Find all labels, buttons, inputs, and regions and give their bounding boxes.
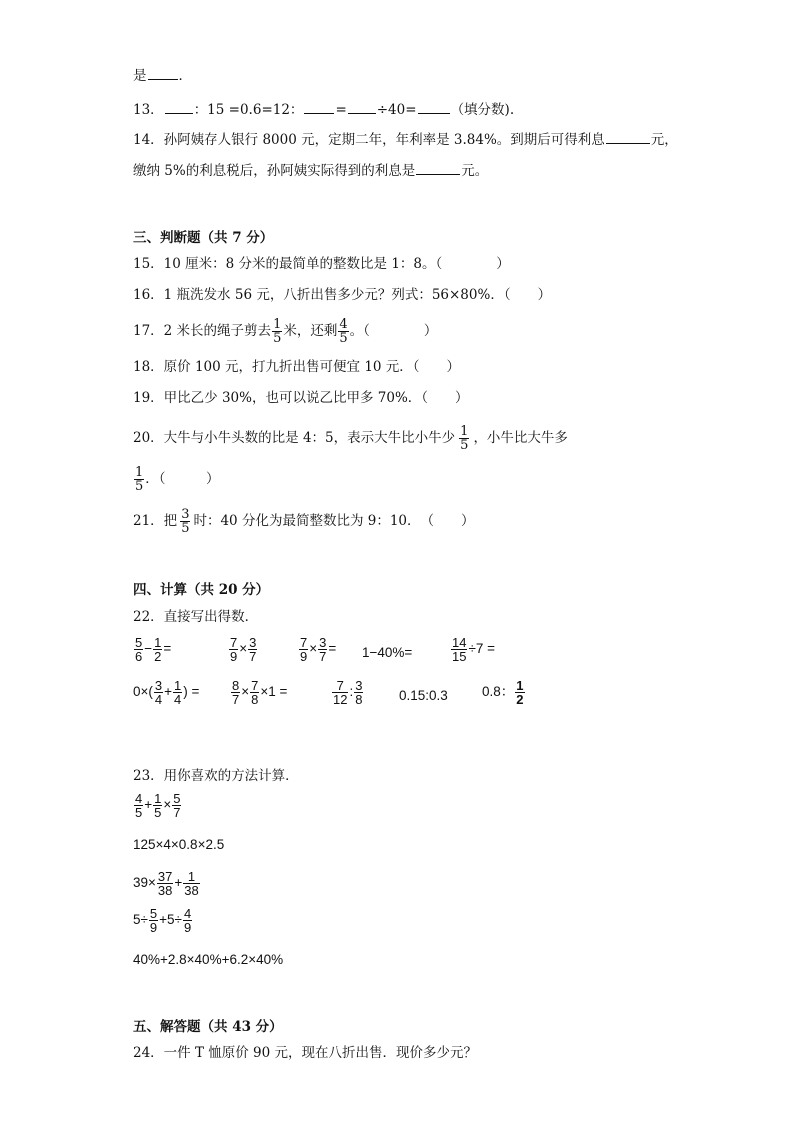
question-16: 16．1 瓶洗发水 56 元，八折出售多少元？列式：56×80%．（ ） <box>133 287 552 303</box>
question-24: 24．一件 T 恤原价 90 元，现在八折出售．现价多少元？ <box>133 1045 478 1061</box>
question-18: 18．原价 100 元，打九折出售可便宜 10 元．（ ） <box>133 359 461 375</box>
q23-expr-2: 125×4×0.8×2.5 <box>133 837 225 852</box>
question-22-title: 22．直接写出得数． <box>133 609 259 625</box>
q22-expr-9: 0.15:0.3 <box>399 688 448 703</box>
question-13: 13． ：15 =0.6=12： = ÷40= （填分数). <box>133 99 514 120</box>
question-15: 15．10 厘米：8 分米的最简单的整数比是 1：8。（ ） <box>133 256 510 272</box>
question-14-line-1: 14．孙阿姨存人银行 8000 元，定期二年，年利率是 3.84%。到期后可得利息 元， <box>133 129 678 150</box>
section-5-title: 五、解答题（共 43 分） <box>133 1019 283 1035</box>
q13-blank-4[interactable] <box>418 99 450 114</box>
question-20-line-1: 20．大牛与小牛头数的比是 4：5，表示大牛比小牛少 $\frac{1}{5}$ ，小牛比大牛多 <box>133 424 568 453</box>
q12-blank[interactable] <box>148 65 178 80</box>
section-4-title: 四、计算（共 20 分） <box>133 582 270 598</box>
section-3-title: 三、判断题（共 7 分） <box>133 230 274 246</box>
q13-blank-1[interactable] <box>165 99 193 114</box>
q12-tail: 是 ． <box>133 65 192 86</box>
question-17: 17．2 米长的绳子剪去 $\frac{1}{5}$ 米，还剩 $\frac{4}{5}$ 。（ ） <box>133 317 438 346</box>
question-20-line-2: $\frac{1}{5}$ ．（ ） <box>135 465 220 494</box>
fraction: $\frac{1}{5}$ <box>135 465 144 494</box>
fraction: $\frac{1}{5}$ <box>273 317 282 346</box>
q13-blank-3[interactable] <box>348 99 376 114</box>
q14-blank-1[interactable] <box>606 129 650 144</box>
fraction: $\frac{4}{5}$ <box>339 317 348 346</box>
q22-expr-6: 0×( $\frac{3}{4}$ + $\frac{1}{4}$ ) = <box>133 678 200 707</box>
q22-expr-8: $\frac{7}{12}$ : $\frac{3}{8}$ <box>333 678 363 707</box>
question-23-title: 23．用你喜欢的方法计算． <box>133 768 299 784</box>
q23-expr-5: 40%+2.8×40%+6.2×40% <box>133 952 284 967</box>
q22-expr-5: $\frac{14}{15}$ ÷7 = <box>452 635 496 664</box>
q23-expr-3: 39× $\frac{37}{38}$ + $\frac{1}{38}$ <box>133 869 199 898</box>
q22-expr-10: 0.8： $\frac{1}{2}$ <box>482 678 524 707</box>
q13-blank-2[interactable] <box>304 99 334 114</box>
q23-expr-1: $\frac{4}{5}$ + $\frac{1}{5}$ × $\frac{5}{7}$ <box>135 791 181 820</box>
q22-expr-1: $\frac{5}{6}$ − $\frac{1}{2}$ = <box>135 635 172 664</box>
question-14-line-2: 缴纳 5%的利息税后，孙阿姨实际得到的利息是 元。 <box>133 160 488 181</box>
q23-expr-4: 5÷ $\frac{5}{9}$ +5÷ $\frac{4}{9}$ <box>133 906 192 935</box>
q22-expr-4: 1−40%= <box>362 645 413 660</box>
fraction: $\frac{1}{5}$ <box>460 424 469 453</box>
question-21: 21．把 $\frac{3}{5}$ 时：40 分化为最简整数比为 9：10． （ ） <box>133 507 475 536</box>
q22-expr-3: $\frac{7}{9}$ × $\frac{3}{7}$ = <box>300 635 337 664</box>
q22-expr-2: $\frac{7}{9}$ × $\frac{3}{7}$ <box>230 635 257 664</box>
question-19: 19．甲比乙少 30%，也可以说乙比甲多 70%．（ ） <box>133 390 469 406</box>
q14-blank-2[interactable] <box>416 160 460 175</box>
q22-expr-7: $\frac{8}{7}$ × $\frac{7}{8}$ ×1 = <box>232 678 288 707</box>
q12-text: 是 <box>133 68 147 84</box>
fraction: $\frac{3}{5}$ <box>181 507 190 536</box>
